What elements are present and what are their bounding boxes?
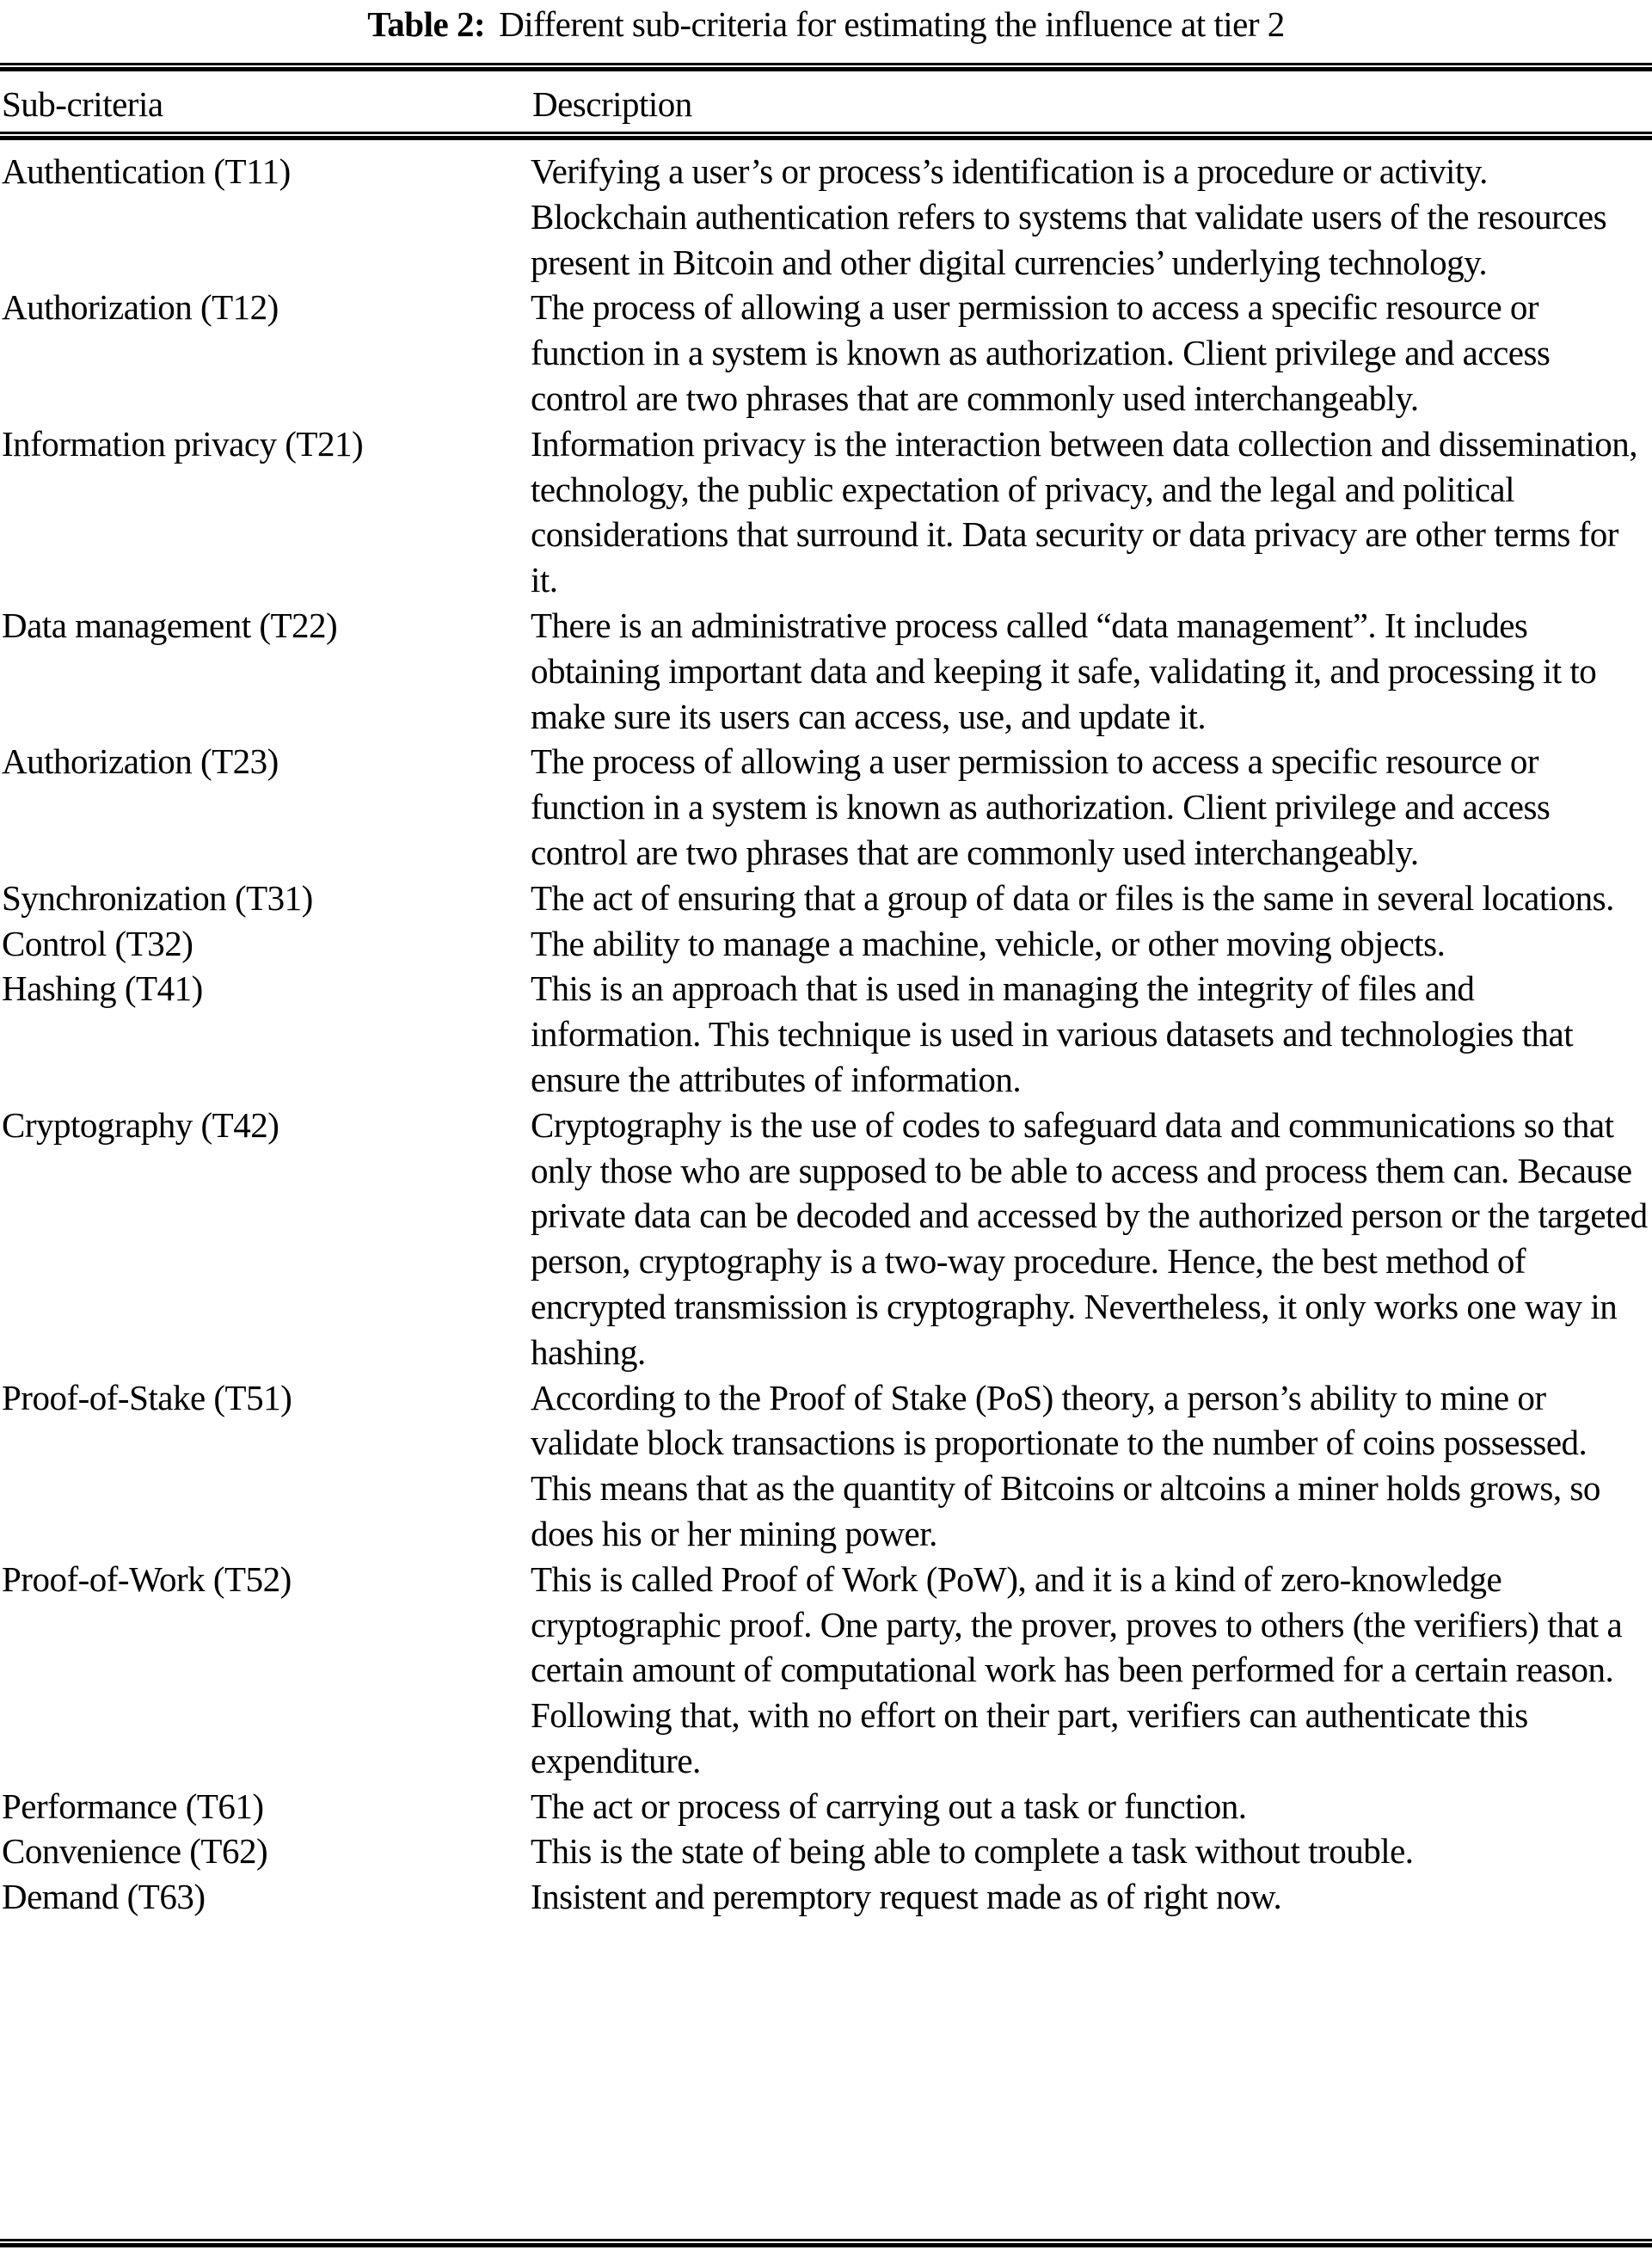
table-row bbox=[0, 285, 1652, 421]
column-header-subcriteria: Sub-criteria bbox=[2, 84, 163, 124]
table-row bbox=[0, 149, 1652, 285]
subcriteria-cell: Demand (T63) bbox=[2, 1877, 206, 1917]
table-row bbox=[0, 1874, 1652, 1920]
subcriteria-cell: Authorization (T12) bbox=[2, 287, 279, 328]
bottom-double-rule bbox=[0, 2239, 1652, 2247]
description-cell: There is an administrative process called “data management”. It includes obtaining important data and keeping it safe, validating it, and processing it to make sure its users can access, use, and update it. bbox=[531, 605, 1597, 736]
description-cell: According to the Proof of Stake (PoS) theory, a person’s ability to mine or validate block transactions is proportionate to the number of coins possessed. This means that as the quantity of Bitcoins or altcoins a miner holds grows, so does his or her mining power. bbox=[531, 1377, 1600, 1553]
table-caption-text: Different sub-criteria for estimating the influence at tier 2 bbox=[499, 4, 1285, 44]
table-row bbox=[0, 966, 1652, 1102]
table-row bbox=[0, 739, 1652, 875]
table-rows-container bbox=[0, 149, 1652, 1920]
description-cell: Verifying a user’s or process’s identification is a procedure or activity. Blockchain authentication refers to systems that validate users of the resources present in Bitcoin and other digital currencies’ underlying technology. bbox=[531, 151, 1607, 282]
header-double-rule bbox=[0, 132, 1652, 140]
subcriteria-cell: Data management (T22) bbox=[2, 605, 338, 645]
subcriteria-cell: Hashing (T41) bbox=[2, 968, 203, 1009]
table-row bbox=[0, 603, 1652, 739]
column-header-description: Description bbox=[532, 84, 692, 124]
table-caption-label: Table 2: bbox=[367, 4, 486, 44]
subcriteria-cell: Performance (T61) bbox=[2, 1786, 264, 1826]
subcriteria-cell: Cryptography (T42) bbox=[2, 1104, 279, 1145]
subcriteria-cell: Information privacy (T21) bbox=[2, 423, 364, 464]
subcriteria-cell: Proof-of-Work (T52) bbox=[2, 1558, 292, 1599]
table-row bbox=[0, 1103, 1652, 1375]
table-body bbox=[0, 140, 1652, 2239]
description-cell: This is called Proof of Work (PoW), and it is a kind of zero-knowledge cryptographic proof. One party, the prover, proves to others (the verifiers) that a certain amount of computational work has been performed for a certain reason. Following that, with no effort on their part, verifiers can authenticate this expenditure. bbox=[531, 1558, 1623, 1780]
top-double-rule bbox=[0, 63, 1652, 71]
table-caption bbox=[0, 0, 1652, 63]
table-row bbox=[0, 1557, 1652, 1784]
description-cell: Cryptography is the use of codes to safeguard data and communications so that only those who are supposed to be able to access and process them can. Because private data can be decoded and accessed by the authorized person or the targeted person, cryptography is a two-way procedure. Hence, the best method of encrypted transmission is cryptography. Nevertheless, it only works one way in hashing. bbox=[531, 1104, 1648, 1372]
description-cell: The process of allowing a user permission to access a specific resource or function in a system is known as authorization. Client privilege and access control are two phrases that are commonly used interchangeably. bbox=[531, 287, 1551, 418]
description-cell: Insistent and peremptory request made as of right now. bbox=[531, 1877, 1282, 1917]
description-cell: This is the state of being able to complete a task without trouble. bbox=[531, 1831, 1414, 1872]
table-row bbox=[0, 1829, 1652, 1874]
description-cell: The act or process of carrying out a task or function. bbox=[531, 1786, 1247, 1826]
subcriteria-cell: Authentication (T11) bbox=[2, 151, 291, 191]
subcriteria-cell: Proof-of-Stake (T51) bbox=[2, 1377, 292, 1417]
description-cell: This is an approach that is used in managing the integrity of files and information. This technique is used in various datasets and technologies that ensure the attributes of information. bbox=[531, 968, 1574, 1099]
subcriteria-cell: Authorization (T23) bbox=[2, 741, 279, 782]
description-cell: The ability to manage a machine, vehicle, or other moving objects. bbox=[531, 923, 1446, 963]
subcriteria-cell: Convenience (T62) bbox=[2, 1831, 268, 1872]
table-row bbox=[0, 921, 1652, 967]
table-header-row bbox=[0, 71, 1652, 132]
subcriteria-cell: Synchronization (T31) bbox=[2, 877, 313, 918]
table-row bbox=[0, 876, 1652, 921]
description-cell: The act of ensuring that a group of data or files is the same in several locations. bbox=[531, 877, 1614, 918]
table-row bbox=[0, 1375, 1652, 1557]
table-row bbox=[0, 1784, 1652, 1829]
subcriteria-cell: Control (T32) bbox=[2, 923, 193, 963]
description-cell: The process of allowing a user permission to access a specific resource or function in a system is known as authorization. Client privilege and access control are two phrases that are commonly used interchangeably. bbox=[531, 741, 1551, 872]
description-cell: Information privacy is the interaction between data collection and dissemination, technology, the public expectation of privacy, and the legal and political considerations that surround it. Data security or data privacy are other terms for it. bbox=[531, 423, 1638, 600]
table-row bbox=[0, 421, 1652, 603]
